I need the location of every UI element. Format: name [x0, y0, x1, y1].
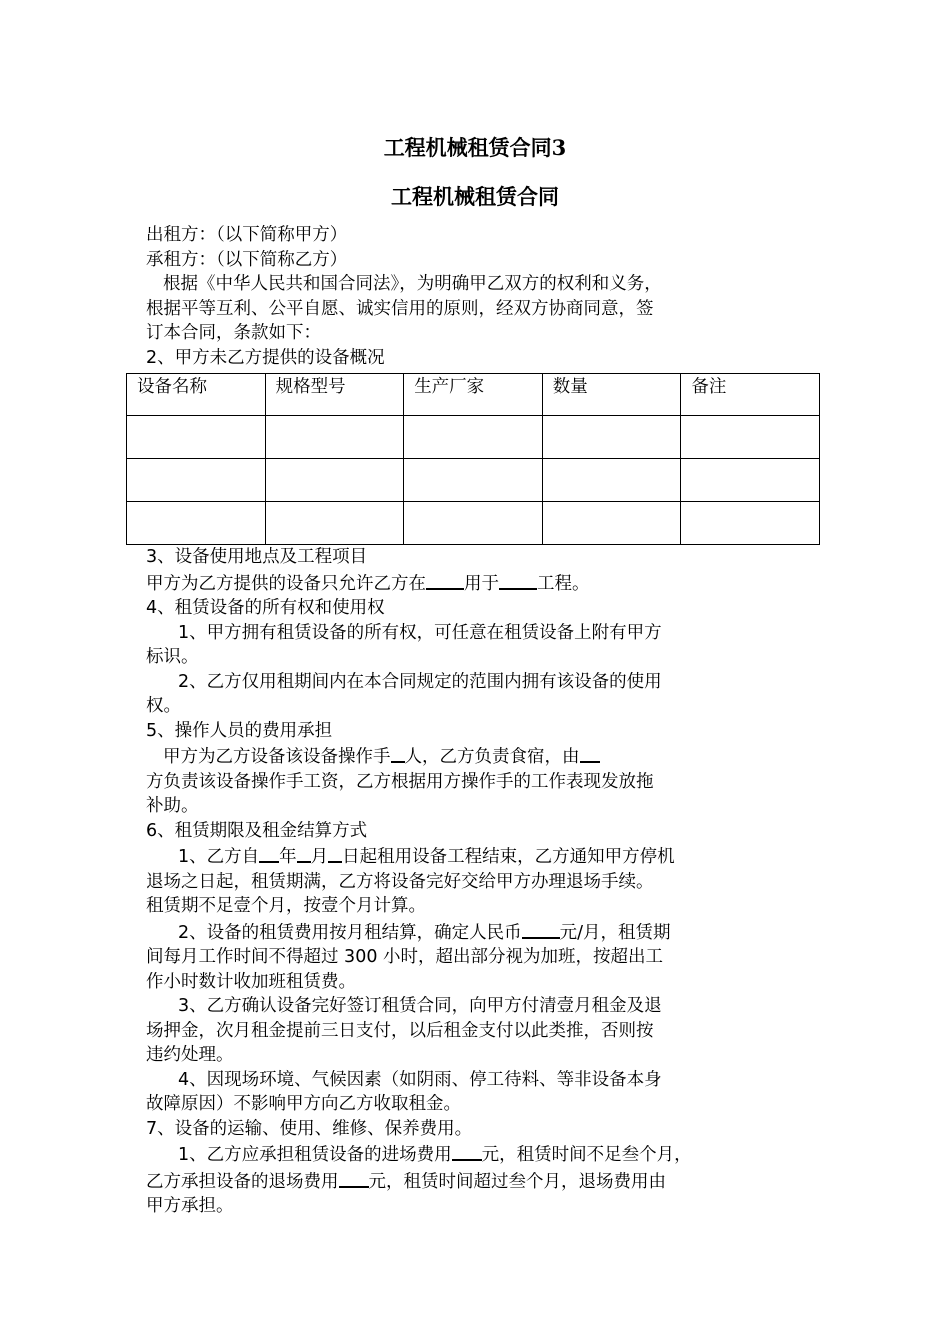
section-4-item-2-cont: 权。	[146, 696, 181, 716]
text-span: 1、乙方自	[178, 847, 260, 867]
table-header-cell: 数量	[542, 374, 681, 416]
intro-section	[146, 223, 826, 370]
section-7-item-1-cont2: 甲方承担。	[146, 1196, 234, 1216]
text-span: 人，乙方负责食宿，由	[404, 747, 580, 767]
fill-blank	[426, 570, 464, 590]
section-5-heading: 5、操作人员的费用承担	[146, 720, 333, 741]
section-6-item-2-cont: 间每月工作时间不得超过 300 小时，超出部分视为加班，按超出工	[146, 947, 664, 967]
table-cell	[542, 459, 681, 502]
table-cell	[265, 502, 404, 545]
text-span: 乙方承担设备的退场费用	[146, 1171, 339, 1192]
table-cell	[404, 459, 543, 502]
fill-blank	[259, 843, 279, 863]
text-span: 元，租赁时间不足叁个月，	[481, 1145, 692, 1165]
text-span: 甲方为乙方设备该设备操作手	[163, 747, 391, 767]
text-span: 月	[310, 847, 329, 867]
text-span: 日起租用设备工程结束，乙方通知甲方停机	[342, 847, 675, 867]
text-span: 1、乙方应承担租赁设备的进场费用	[178, 1145, 452, 1165]
table-cell	[542, 502, 681, 545]
section-6-item-4-cont: 故障原因）不影响甲方向乙方收取租金。	[146, 1094, 461, 1114]
text-span: 元，租赁时间超过叁个月，退场费用由	[368, 1171, 666, 1192]
fill-blank	[391, 743, 405, 763]
table-header-cell: 备注	[681, 374, 820, 416]
section-6-heading: 6、租赁期限及租金结算方式	[146, 820, 368, 841]
table-row	[127, 502, 820, 545]
lessor-line: 出租方：（以下简称甲方）	[146, 225, 348, 245]
table-cell	[404, 502, 543, 545]
section-6-item-4: 4、因现场环境、气候因素（如阴雨、停工待料、等非设备本身	[178, 1069, 662, 1090]
section-6-item-2-cont2: 作小时数计收加班租赁费。	[146, 971, 356, 992]
text-span: 工程。	[537, 573, 590, 594]
section-7-item-1	[146, 1141, 826, 1168]
table-row	[127, 459, 820, 502]
section-5-line-1	[146, 743, 826, 770]
fill-blank	[580, 743, 600, 763]
text-span: 元/月，租赁期	[559, 922, 671, 943]
section-6-item-3-cont: 场押金，次月租金提前三日支付，以后租金支付以此类推，否则按	[146, 1020, 654, 1041]
section-6-item-3-cont2: 违约处理。	[146, 1045, 234, 1065]
fill-blank	[522, 919, 560, 939]
basis-line-2: 根据平等互利、公平自愿、诚实信用的原则，经双方协商同意，签	[146, 298, 654, 319]
fill-blank	[452, 1141, 482, 1161]
table-cell	[681, 416, 820, 459]
fill-blank	[297, 843, 311, 863]
text-span: 甲方为乙方提供的设备只允许乙方在	[146, 573, 426, 594]
table-cell	[127, 459, 266, 502]
equipment-table	[126, 373, 820, 545]
section-5-line-2: 方负责该设备操作手工资，乙方根据用方操作手的工作表现发放拖	[146, 771, 654, 792]
text-span: 用于	[464, 573, 499, 594]
basis-line-3: 订本合同，条款如下：	[146, 323, 321, 343]
table-header-cell: 规格型号	[265, 374, 404, 416]
contract-title: 工程机械租赁合同	[391, 184, 559, 209]
table-row	[127, 416, 820, 459]
table-header-cell: 生产厂家	[404, 374, 543, 416]
document-title: 工程机械租赁合同3	[383, 135, 567, 160]
fill-blank	[499, 570, 537, 590]
section-6-item-2	[146, 919, 826, 946]
section-4-heading: 4、租赁设备的所有权和使用权	[146, 598, 385, 618]
table-cell	[265, 416, 404, 459]
section-6-item-1	[146, 843, 826, 870]
section-5-line-3: 补助。	[146, 796, 199, 816]
section-4-item-2: 2、乙方仅用租期间内在本合同规定的范围内拥有该设备的使用	[178, 671, 662, 692]
table-cell	[265, 459, 404, 502]
section-7-item-1-cont	[146, 1168, 826, 1195]
terms-section	[146, 545, 826, 1219]
table-header-row	[127, 374, 820, 416]
table-cell	[681, 502, 820, 545]
lessee-line: 承租方：（以下简称乙方）	[146, 249, 348, 270]
section-6-item-1-cont: 退场之日起，租赁期满，乙方将设备完好交给甲方办理退场手续。	[146, 871, 654, 892]
section-3-heading: 3、设备使用地点及工程项目	[146, 547, 368, 567]
section-6-item-3: 3、乙方确认设备完好签订租赁合同，向甲方付清壹月租金及退	[178, 996, 662, 1016]
section-6-item-1-cont2: 租赁期不足壹个月，按壹个月计算。	[146, 896, 426, 916]
table-cell	[404, 416, 543, 459]
table-cell	[127, 502, 266, 545]
table-cell	[127, 416, 266, 459]
text-span: 2、设备的租赁费用按月租结算，确定人民币	[178, 922, 522, 943]
section-3-text	[146, 570, 826, 597]
fill-blank	[328, 843, 342, 863]
section-2-heading: 2、甲方未乙方提供的设备概况	[146, 347, 385, 368]
table-header-cell: 设备名称	[127, 374, 266, 416]
table-cell	[542, 416, 681, 459]
text-span: 年	[279, 847, 297, 867]
section-4-item-1-cont: 标识。	[146, 647, 199, 667]
fill-blank	[339, 1168, 369, 1188]
basis-line-1: 根据《中华人民共和国合同法》，为明确甲乙双方的权利和义务，	[163, 274, 662, 294]
section-4-item-1: 1、甲方拥有租赁设备的所有权，可任意在租赁设备上附有甲方	[178, 622, 662, 643]
table-cell	[681, 459, 820, 502]
section-7-heading: 7、设备的运输、使用、维修、保养费用。	[146, 1118, 473, 1139]
